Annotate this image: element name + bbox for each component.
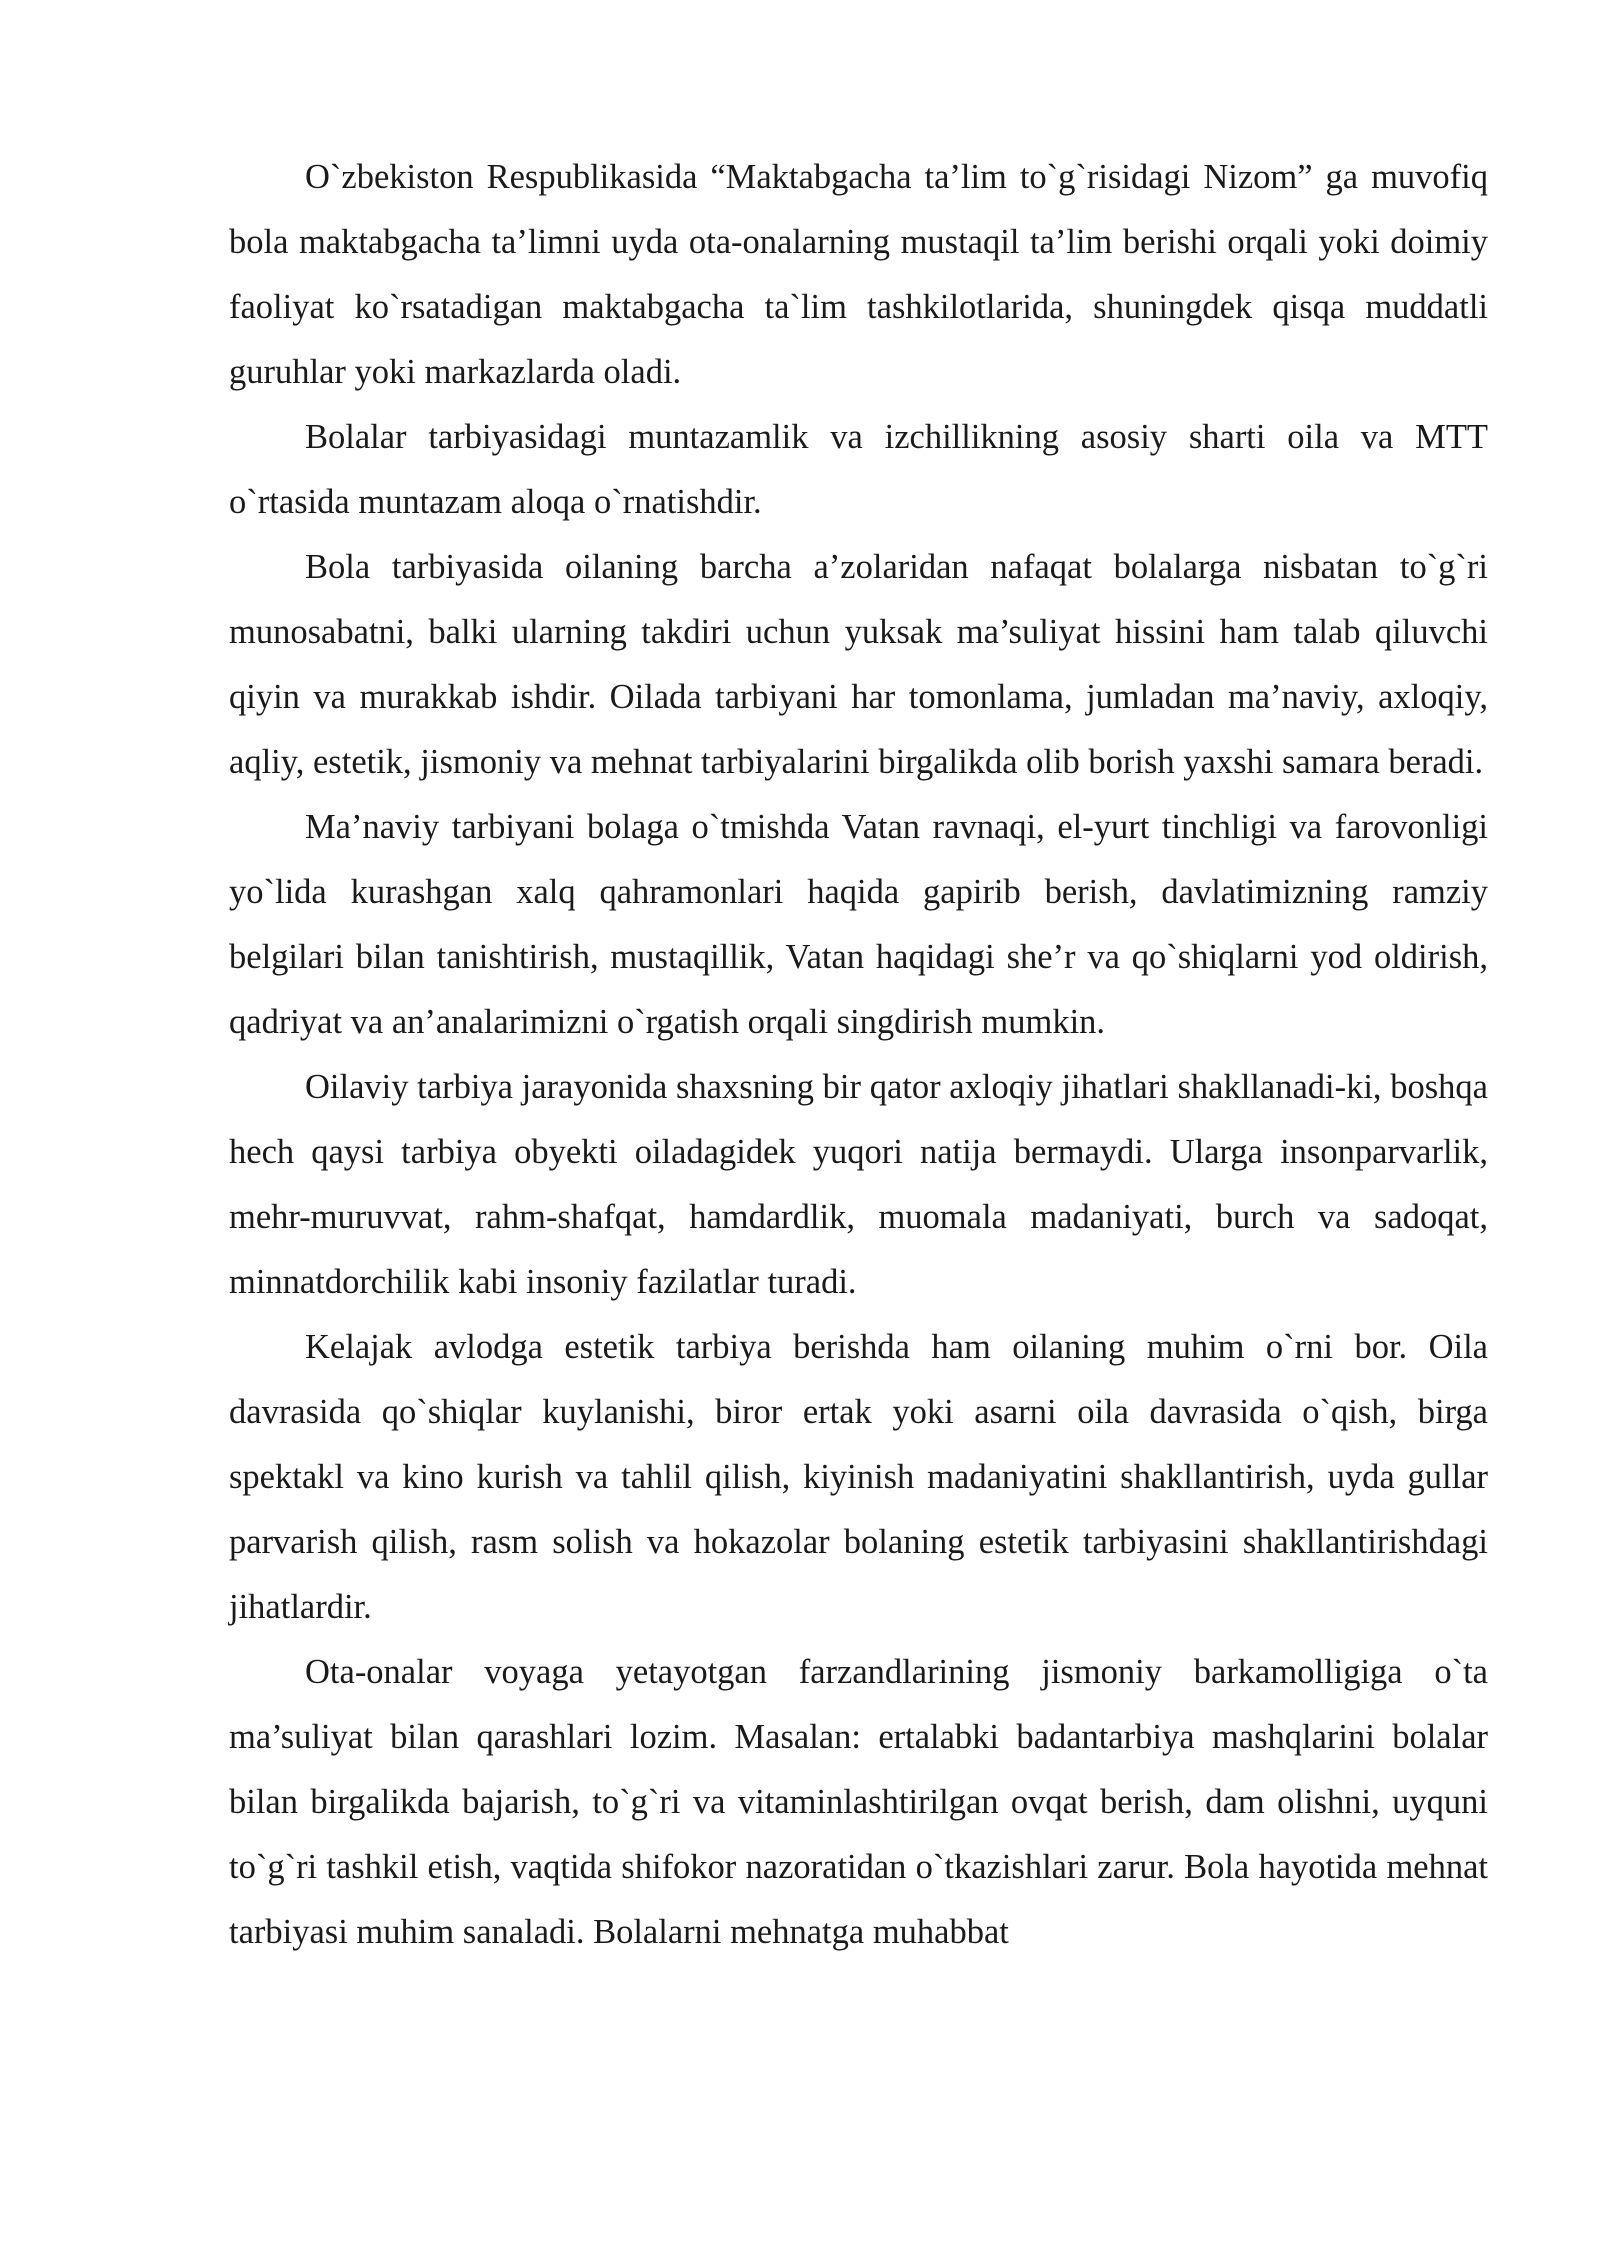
document-body (229, 145, 1488, 1965)
paragraph-axloqiy-tarbiya: Oilaviy tarbiya jarayonida shaxsning bir qator axloqiy jihatlari shakllanadi-ki, boshqa hech qaysi tarbiya obyekti oiladagidek yuqori natija bermaydi. Ularga insonparvarlik, mehr-muruvvat, rahm-shafqat, hamdardlik, muomala madaniyati, burch va sadoqat, minnatdorchilik kabi insoniy fazilatlar turadi. (229, 1068, 1488, 1301)
paragraph-nizom: O`zbekiston Respublikasida “Maktabgacha ta’lim to`g`risidagi Nizom” ga muvofiq bola maktabgacha ta’limni uyda ota-onalarning mustaqil ta’lim berishi orqali yoki doimiy faoliyat ko`rsatadigan maktabgacha ta`lim tashkilotlarida, shuningdek qisqa muddatli guruhlar yoki markazlarda oladi. (229, 158, 1488, 391)
paragraph-estetik-tarbiya: Kelajak avlodga estetik tarbiya berishda ham oilaning muhim o`rni bor. Oila davrasida qo`shiqlar kuylanishi, biror ertak yoki asarni oila davrasida o`qish, birga spektakl va kino kurish va tahlil qilish, kiyinish madaniyatini shakllantirish, uyda gullar parvarish qilish, rasm solish va hokazolar bolaning estetik tarbiyasini shakllantirishdagi jihatlardir. (229, 1328, 1488, 1626)
paragraph-manaviy-tarbiya: Ma’naviy tarbiyani bolaga o`tmishda Vatan ravnaqi, el-yurt tinchligi va farovonligi yo`lida kurashgan xalq qahramonlari haqida gapirib berish, davlatimizning ramziy belgilari bilan tanishtirish, mustaqillik, Vatan haqidagi she’r va qo`shiqlarni yod oldirish, qadriyat va an’analarimizni o`rgatish orqali singdirish mumkin. (229, 808, 1488, 1041)
paragraph-oila-tarbiyasi: Bola tarbiyasida oilaning barcha a’zolaridan nafaqat bolalarga nisbatan to`g`ri munosabatni, balki ularning takdiri uchun yuksak ma’suliyat hissini ham talab qiluvchi qiyin va murakkab ishdir. Oilada tarbiyani har tomonlama, jumladan ma’naviy, axloqiy, aqliy, estetik, jismoniy va mehnat tarbiyalarini birgalikda olib borish yaxshi samara beradi. (229, 548, 1488, 781)
paragraph-jismoniy-tarbiya: Ota-onalar voyaga yetayotgan farzandlarining jismoniy barkamolligiga o`ta ma’suliyat bilan qarashlari lozim. Masalan: ertalabki badantarbiya mashqlarini bolalar bilan birgalikda bajarish, to`g`ri va vitaminlashtirilgan ovqat berish, dam olishni, uyquni to`g`ri tashkil etish, vaqtida shifokor nazoratidan o`tkazishlari zarur. Bola hayotida mehnat tarbiyasi muhim sanaladi. Bolalarni mehnatga muhabbat (229, 1653, 1488, 1951)
paragraph-muntazamlik: Bolalar tarbiyasidagi muntazamlik va izchillikning asosiy sharti oila va MTT o`rtasida muntazam aloqa o`rnatishdir. (229, 418, 1488, 521)
